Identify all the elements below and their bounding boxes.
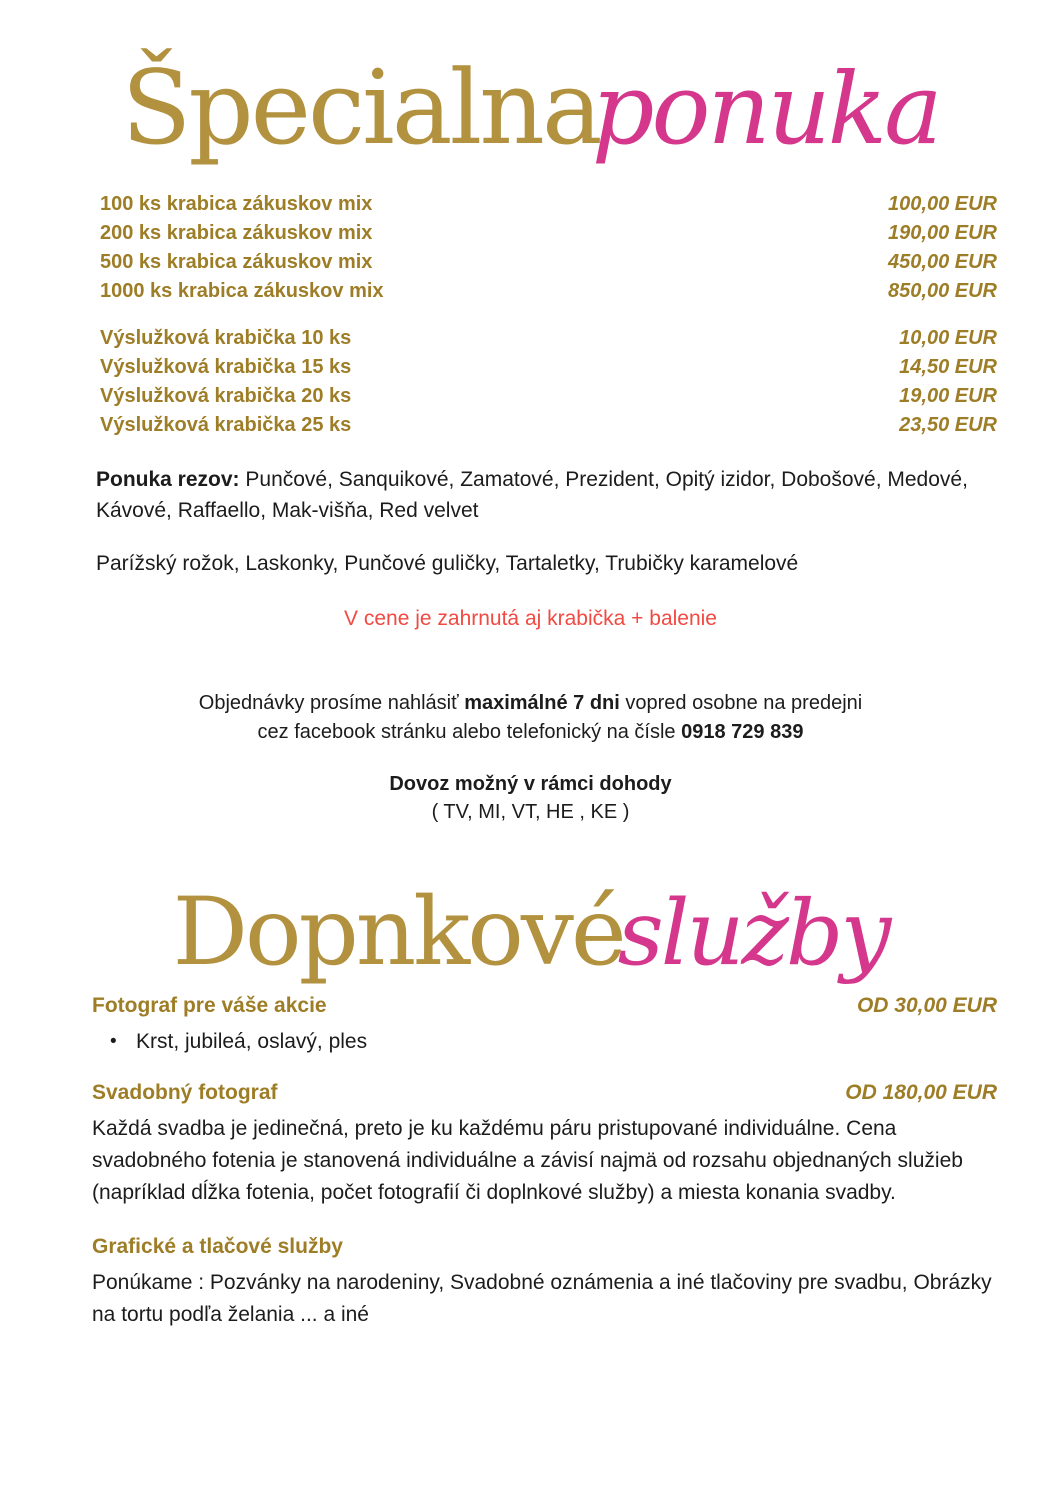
service-bullet-text: Krst, jubileá, oslavý, ples [136,1029,368,1053]
delivery-regions: ( TV, MI, VT, HE , KE ) [431,801,630,823]
title-services-serif: Dopnkové [172,878,624,987]
order-deadline: maximálné 7 dni [464,692,620,714]
price-row [100,411,997,440]
order-line-2-pre: cez facebook stránku alebo telefonický na čísle [257,721,682,743]
service-heading-row [92,994,997,1018]
service-description: Každá svadba je jedinečná, preto je ku každému páru pristupované individuálne. Cena svadobného fotenia je stanovená individuálne a závisí najmä od rozsahu objednaných služieb (napríklad dĺžka fotenia, počet fotografií či doplnkové služby) a miesta konania svadby. [92,1117,963,1204]
service-fotograf-akcie [92,994,997,1055]
order-line-1-pre: Objednávky prosíme nahlásiť [198,692,465,714]
service-price: OD 30,00 EUR [856,994,997,1017]
packaging-note: V cene je zahrnutá aj krabička + balenie [344,607,717,630]
service-bullet-item [110,1028,997,1055]
price-value: 19,00 EUR [899,385,997,407]
extra-items-line: Parížský rožok, Laskonky, Punčové guličky, Tartaletky, Trubičky karamelové [96,552,799,575]
price-value: 190,00 EUR [888,222,997,244]
service-price: OD 180,00 EUR [845,1081,997,1104]
price-row [100,219,997,248]
order-info [0,689,1061,747]
order-line-2 [0,718,1061,747]
price-row [100,248,997,277]
price-label: Výslužková krabička 15 ks [100,356,352,378]
rezov-items: Punčové, Sanquikové, Zamatové, Prezident, Opitý izidor, Dobošové, Medové, Kávové, Raffaello, Mak-višňa, Red velvet [96,468,968,522]
price-row [100,324,997,353]
price-label: 100 ks krabica zákuskov mix [100,193,373,215]
page-title-services [0,826,1061,987]
title-special-serif: Špecialna [121,49,600,168]
price-label: 200 ks krabica zákuskov mix [100,222,373,244]
service-heading: Svadobný fotograf [92,1081,278,1104]
price-list-mix [100,190,997,440]
service-heading-row [92,1081,997,1105]
page-title-special [0,0,1061,168]
service-graficke-sluzby [92,1235,997,1331]
title-services-script: služby [617,881,889,986]
price-row [100,190,997,219]
service-description: Ponúkame : Pozvánky na narodeniny, Svadobné oznámenia a iné tlačoviny pre svadbu, Obrázky na tortu podľa želania ... a iné [92,1271,992,1326]
price-value: 14,50 EUR [899,356,997,378]
phone-number: 0918 729 839 [681,721,804,743]
service-heading-row [92,1235,997,1259]
order-line-1 [0,689,1061,718]
order-line-1-post: vopred osobne na predejni [619,692,863,714]
price-label: Výslužková krabička 10 ks [100,327,352,349]
delivery-note [0,770,1061,826]
rezov-label: Ponuka rezov: [96,468,240,491]
price-label: 1000 ks krabica zákuskov mix [100,280,384,302]
price-row [100,353,997,382]
price-value: 450,00 EUR [888,251,997,273]
service-heading: Grafické a tlačové služby [92,1235,343,1258]
price-label: 500 ks krabica zákuskov mix [100,251,373,273]
price-value: 23,50 EUR [899,414,997,436]
bullet-icon [110,1028,136,1055]
services-section [92,994,997,1331]
service-heading: Fotograf pre váše akcie [92,994,327,1017]
spacer [100,306,997,324]
price-value: 850,00 EUR [888,280,997,302]
service-svadobny-fotograf [92,1081,997,1209]
delivery-bold-line: Dovoz možný v rámci dohody [389,773,672,795]
price-value: 10,00 EUR [899,327,997,349]
price-value: 100,00 EUR [888,193,997,215]
price-row [100,382,997,411]
rezov-paragraph [96,464,997,526]
price-label: Výslužková krabička 25 ks [100,414,352,436]
title-special-script: ponuka [591,53,940,167]
price-label: Výslužková krabička 20 ks [100,385,352,407]
price-row [100,277,997,306]
